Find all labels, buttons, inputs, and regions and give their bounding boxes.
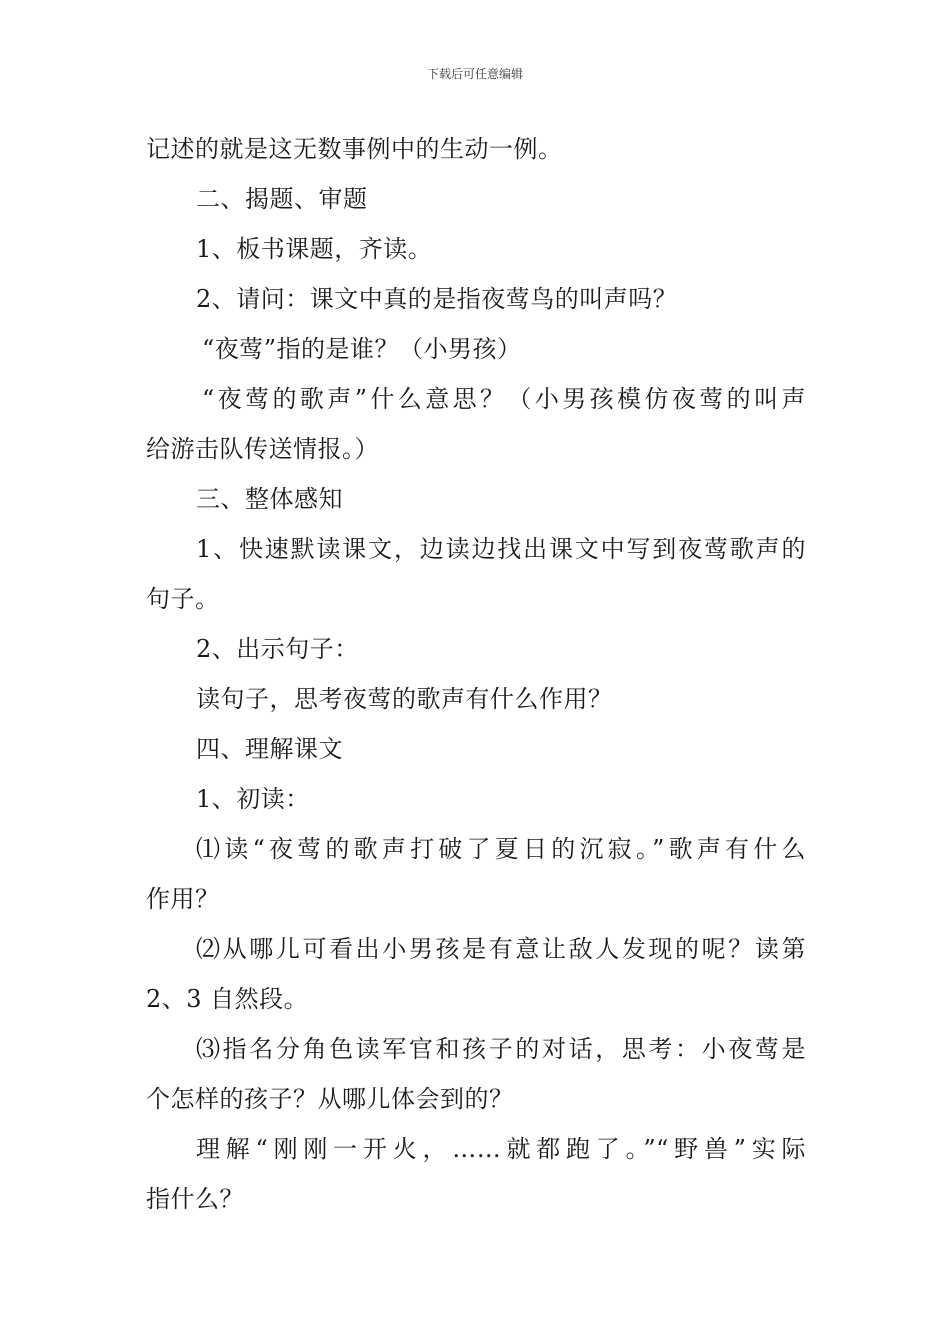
text-line: 2、3 自然段。 — [146, 985, 309, 1013]
text-line: 个怎样的孩子？从哪儿体会到的？ — [146, 1085, 514, 1113]
text-line: “夜莺的歌声”什么意思？（小男孩模仿夜莺的叫声 — [202, 385, 806, 413]
text-line: 1、初读： — [196, 785, 310, 813]
text-line: 记述的就是这无数事例中的生动一例。 — [146, 135, 563, 163]
text-line: 指什么？ — [146, 1185, 244, 1213]
page-header: 下载后可任意编辑 — [426, 67, 523, 81]
text-line: 1、板书课题，齐读。 — [196, 235, 433, 263]
text-line: 四、理解课文 — [196, 735, 343, 763]
text-line: “夜莺”指的是谁？（小男孩） — [202, 335, 522, 363]
text-line: 作用？ — [146, 885, 220, 913]
text-line: 理解“刚刚一开火，……就都跑了。”“野兽”实际 — [196, 1135, 806, 1163]
text-line: ⑶指名分角色读军官和孩子的对话，思考：小夜莺是 — [196, 1035, 806, 1063]
text-line: 给游击队传送情报。） — [146, 435, 379, 463]
text-line: 2、出示句子： — [196, 635, 359, 663]
text-line: 2、请问：课文中真的是指夜莺鸟的叫声吗？ — [196, 285, 678, 313]
text-line: ⑵从哪儿可看出小男孩是有意让敌人发现的呢？读第 — [196, 935, 806, 963]
text-line: 三、整体感知 — [196, 485, 343, 513]
text-line: 二、揭题、审题 — [196, 185, 368, 213]
text-line: 句子。 — [146, 585, 220, 613]
text-line: 1、快速默读课文，边读边找出课文中写到夜莺歌声的 — [196, 535, 806, 563]
document-body — [146, 124, 806, 1224]
text-line: ⑴读“夜莺的歌声打破了夏日的沉寂。”歌声有什么 — [196, 835, 806, 863]
text-line: 读句子，思考夜莺的歌声有什么作用？ — [196, 685, 613, 713]
